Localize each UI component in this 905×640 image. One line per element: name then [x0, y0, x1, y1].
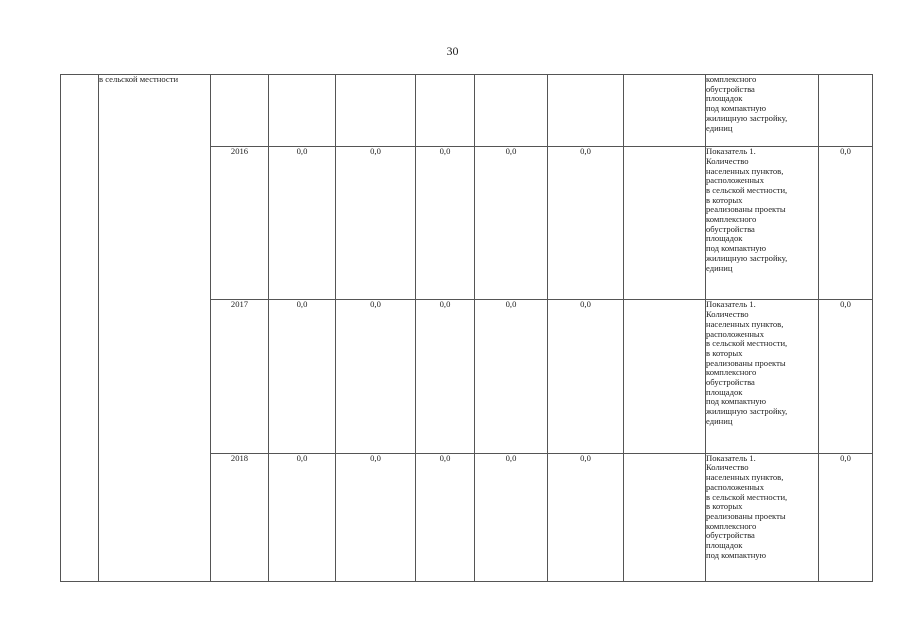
value-cell: 0,0: [548, 300, 624, 453]
target-cell: 0,0: [819, 147, 873, 300]
indicator-line: под компактную: [706, 396, 767, 407]
value-cell: 0,0: [548, 453, 624, 581]
indicator-line: площадок: [706, 386, 743, 397]
value-cell: [624, 300, 706, 453]
indicator-line: обустройства: [706, 377, 755, 388]
indicator-line: единиц: [706, 415, 733, 426]
indicator-cell: [706, 75, 819, 147]
indicator-line: населенных пунктов,: [706, 165, 784, 176]
value-cell: [416, 75, 475, 147]
indicator-line: Показатель 1.: [706, 299, 756, 310]
value-cell: 0,0: [416, 453, 475, 581]
indicator-line: жилищную застройку,: [706, 406, 788, 417]
value-cell: 0,0: [269, 147, 336, 300]
indicator-line: комплексного: [706, 74, 757, 84]
value-cell: 0,0: [336, 300, 416, 453]
program-table: [60, 74, 873, 582]
value-cell: [624, 75, 706, 147]
value-cell: 0,0: [416, 300, 475, 453]
value-cell: 0,0: [269, 453, 336, 581]
target-cell: 0,0: [819, 300, 873, 453]
target-cell: [819, 75, 873, 147]
indicator-line: площадок: [706, 540, 743, 551]
indicator-line: Количество: [706, 155, 749, 166]
indicator-line: населенных пунктов,: [706, 472, 784, 483]
indicator-line: под компактную: [706, 243, 767, 254]
indicator-line: единиц: [706, 122, 733, 133]
target-cell: 0,0: [819, 453, 873, 581]
value-cell: 0,0: [336, 147, 416, 300]
indicator-line: в которых: [706, 194, 743, 205]
indicator-line: под компактную: [706, 103, 767, 114]
indicator-line: реализованы проекты: [706, 510, 786, 521]
indicator-line: расположенных: [706, 328, 764, 339]
value-cell: 0,0: [548, 147, 624, 300]
value-cell: [475, 75, 548, 147]
table-row: [61, 75, 873, 147]
indicator-line: Количество: [706, 462, 749, 473]
indicator-line: расположенных: [706, 481, 764, 492]
indicator-line: населенных пунктов,: [706, 318, 784, 329]
value-cell: [269, 75, 336, 147]
indicator-line: обустройства: [706, 223, 755, 234]
value-cell: 0,0: [475, 147, 548, 300]
indicator-line: в сельской местности,: [706, 491, 788, 502]
year-cell: [211, 75, 269, 147]
indicator-line: в сельской местности,: [706, 338, 788, 349]
indicator-line: расположенных: [706, 175, 764, 186]
year-cell: 2018: [211, 453, 269, 581]
indicator-line: жилищную застройку,: [706, 112, 788, 123]
indicator-line: под компактную: [706, 549, 767, 560]
indicator-line: комплексного: [706, 367, 757, 378]
indicator-line: жилищную застройку,: [706, 252, 788, 263]
indicator-line: обустройства: [706, 530, 755, 541]
indicator-line: комплексного: [706, 214, 757, 225]
indicator-line: Показатель 1.: [706, 146, 756, 157]
value-cell: [336, 75, 416, 147]
value-cell: 0,0: [475, 300, 548, 453]
number-cell: [61, 75, 99, 582]
value-cell: [548, 75, 624, 147]
year-cell: 2016: [211, 147, 269, 300]
indicator-line: в которых: [706, 347, 743, 358]
indicator-line: реализованы проекты: [706, 204, 786, 215]
value-cell: [624, 453, 706, 581]
measure-name-cell: в сельской местности: [99, 75, 211, 582]
indicator-line: единиц: [706, 262, 733, 273]
indicator-line: комплексного: [706, 520, 757, 531]
indicator-line: в которых: [706, 501, 743, 512]
indicator-cell: [706, 453, 819, 581]
value-cell: 0,0: [416, 147, 475, 300]
indicator-line: Показатель 1.: [706, 453, 756, 463]
table-body: [61, 75, 873, 582]
indicator-line: обустройства: [706, 83, 755, 94]
indicator-cell: [706, 300, 819, 453]
indicator-line: площадок: [706, 93, 743, 104]
indicator-line: площадок: [706, 233, 743, 244]
page-number: 30: [446, 44, 459, 58]
indicator-line: реализованы проекты: [706, 357, 786, 368]
value-cell: 0,0: [475, 453, 548, 581]
year-cell: 2017: [211, 300, 269, 453]
indicator-cell: [706, 147, 819, 300]
value-cell: 0,0: [269, 300, 336, 453]
value-cell: [624, 147, 706, 300]
indicator-line: в сельской местности,: [706, 184, 788, 195]
value-cell: 0,0: [336, 453, 416, 581]
indicator-line: Количество: [706, 309, 749, 320]
